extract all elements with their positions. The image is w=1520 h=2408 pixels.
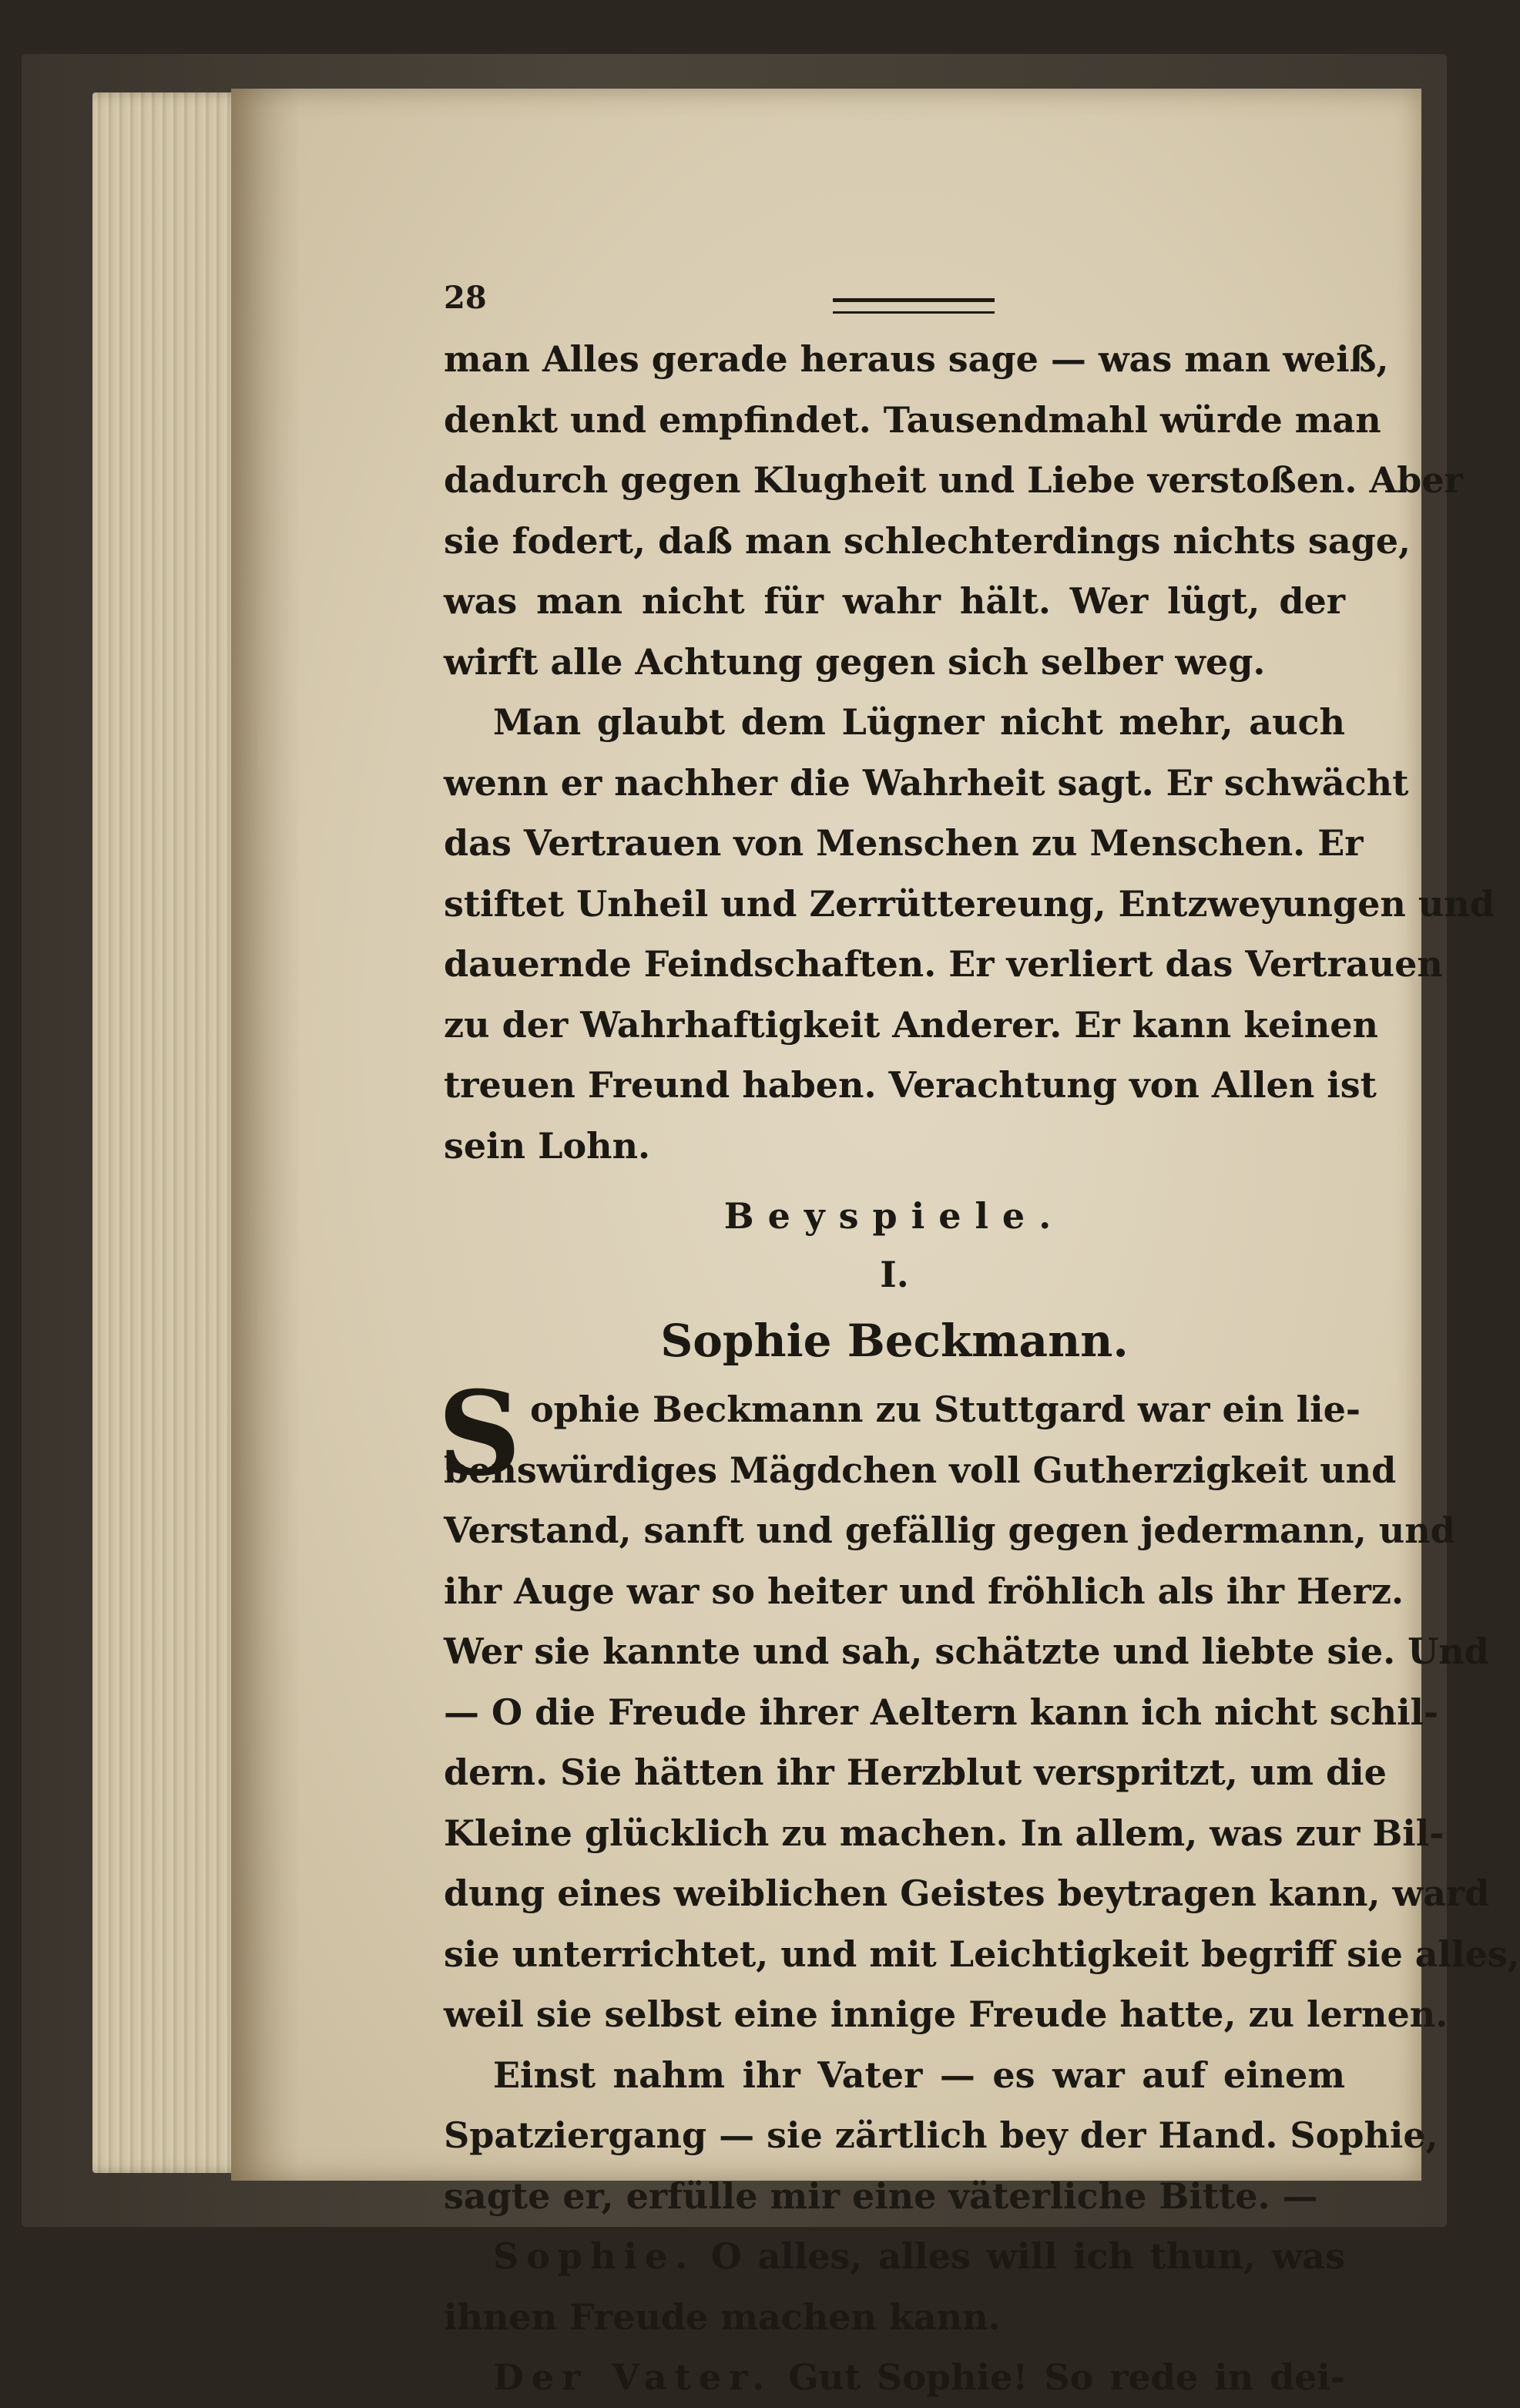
text-line: treuen Freund haben. Verachtung von Allen ist [444,1064,1377,1106]
page-header [444,280,1345,326]
text-line: sagte er, erfülle mir eine väterliche Bitte. — [444,2175,1318,2217]
text-line: das Vertrauen von Menschen zu Menschen. Er [444,822,1364,864]
text-line: dung eines weiblichen Geistes beytragen kann, ward [444,1872,1490,1914]
section-numeral: I. [880,1254,909,1295]
story-title: Sophie Beckmann. [660,1315,1129,1367]
text-line: Man glaubt dem Lügner nicht mehr, auch [493,701,1345,743]
section-heading: Beyspiele. [723,1195,1065,1237]
dialogue-text: O alles, alles will ich thun, was [710,2235,1346,2277]
text-line: ihr Auge war so heiter und fröhlich als ihr Herz. [444,1570,1404,1612]
speaker-name: Der Vater. [493,2356,773,2398]
text-line: Einst nahm ihr Vater — es war auf einem [493,2054,1345,2096]
spine-shadow [231,89,300,2181]
text-line: dadurch gegen Klugheit und Liebe verstoßen. Aber [444,459,1463,501]
text-line: sein Lohn. [444,1124,651,1167]
text-line: sie fodert, daß man schlechterdings nichts sage, [444,519,1411,562]
text-line: — O die Freude ihrer Aeltern kann ich nicht schil- [444,1691,1439,1733]
text-line: wenn er nachher die Wahrheit sagt. Er schwächt [444,761,1409,804]
dialogue-line [444,2226,1345,2287]
page-text [438,329,1520,2408]
text-line: wirft alle Achtung gegen sich selber weg. [444,640,1266,683]
text-line: benswürdiges Mägdchen voll Gutherzigkeit und [444,1449,1397,1491]
drop-cap: S [438,1366,522,1502]
text-line: Verstand, sanft und gefällig gegen jedermann, und [444,1510,1455,1551]
speaker-name: Sophie. [493,2235,696,2277]
first-line-text: ophie Beckmann zu Stuttgard war ein lie- [530,1389,1361,1430]
book-page [231,89,1520,2398]
text-line: stiftet Unheil und Zerrüttereung, Entzweyungen und [444,882,1495,925]
text-line: zu der Wahrhaftigkeit Anderer. Er kann keinen [444,1003,1378,1046]
dialogue-line [444,2347,1345,2408]
text-line: ihnen Freude machen kann. [444,2295,1001,2338]
double-rule-ornament-icon [833,298,995,314]
text-line: Spatziergang — sie zärtlich bey der Hand. Sophie, [444,2114,1438,2156]
text-line: sie unterrichtet, und mit Leichtigkeit begriff sie alles, [444,1933,1520,1975]
text-line: denkt und empfindet. Tausendmahl würde man [444,398,1381,441]
text-line: man Alles gerade heraus sage — was man weiß, [444,338,1389,380]
text-line: was man nicht für wahr hält. Wer lügt, der [444,580,1345,622]
text-line: Kleine glücklich zu machen. In allem, was zur Bil- [444,1812,1445,1854]
page-number: 28 [444,280,487,316]
dialogue-text: Gut Sophie! So rede in dei- [788,2356,1345,2398]
text-line: weil sie selbst eine innige Freude hatte, zu lernen. [444,1993,1448,2035]
text-line: dauernde Feindschaften. Er verliert das Vertrauen [444,943,1443,985]
text-line: dern. Sie hätten ihr Herzblut verspritzt, um die [444,1751,1387,1793]
text-line: Wer sie kannte und sah, schätzte und liebte sie. Und [444,1631,1489,1672]
